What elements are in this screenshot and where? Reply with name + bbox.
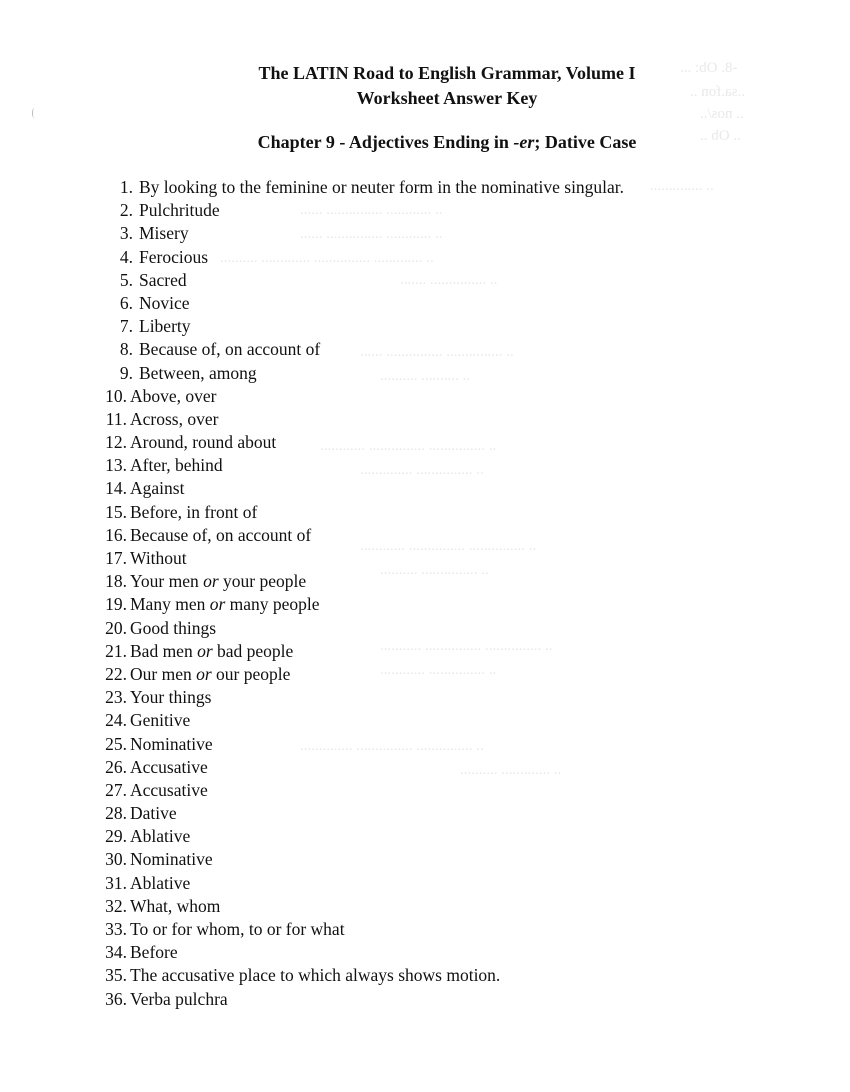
bleed-through-text: .. ............... ............... ............ [320,438,497,454]
answer-text: Because of, on account of [139,339,321,360]
answer-text: Genitive [130,710,191,731]
answer-item [95,315,624,338]
answer-item [95,895,624,918]
answer-number: 10. [105,385,127,406]
answer-number: 25. [105,733,127,754]
answer-number: 24. [105,710,127,731]
answer-text: Sacred [139,269,187,290]
answer-number: 22. [105,663,127,684]
answer-number: 32. [105,895,127,916]
answer-text: Before, in front of [130,501,258,522]
bleed-through-text: .. ............... ....... [400,272,498,288]
answer-number: 34. [105,942,127,963]
answer-text: Against [130,478,185,499]
answer-text: Ablative [130,872,191,893]
answer-item [95,222,624,245]
answer-text: Before [130,942,178,963]
answer-text: Good things [130,617,217,638]
answer-number: 2. [119,200,133,221]
answer-text: Verba pulchra [130,988,228,1009]
answer-text: What, whom [130,895,221,916]
page-speck [32,108,36,118]
answer-text-option-b: our people [216,663,291,684]
bleed-through-text: .. ............. ............... ............. .......... [220,250,434,266]
answer-text: Novice [139,292,190,313]
answer-number: 36. [105,988,127,1009]
answer-text-option-b: many people [229,594,320,615]
answer-number: 33. [105,919,127,939]
answer-or-connector: or [203,571,219,592]
answer-item [95,292,624,315]
answer-text-option-a: Our men [130,663,192,684]
chapter-heading-suffix: -er [513,132,535,152]
answer-number: 20. [105,617,127,638]
answer-number: 16. [105,524,127,545]
answer-number: 31. [105,872,127,893]
document-subtitle: Worksheet Answer Key [356,88,538,108]
answer-number: 6. [119,292,133,313]
answer-item [95,941,624,964]
answer-text: Because of, on account of [130,524,312,545]
answer-text: Liberty [139,316,191,337]
answer-text: Misery [139,223,189,244]
answer-number: 1. [119,177,133,197]
answer-item [95,640,624,663]
answer-item [95,570,624,593]
answer-item [95,477,624,500]
answer-number: 14. [105,478,127,499]
answer-number: 3. [119,223,133,244]
bleed-through-text: .. ............. .......... [460,762,562,778]
answer-item [95,779,624,802]
answer-item [95,408,624,431]
chapter-heading-tail: ; Dative Case [534,132,637,152]
bleed-through-text: .. ............... ............... .............. [300,738,484,754]
answer-item [95,454,624,477]
answer-text: Your things [130,687,212,708]
answer-number: 8. [119,339,133,360]
answer-number: 15. [105,501,127,522]
answer-text: Ferocious [139,246,209,267]
answer-item [95,686,624,709]
bleed-through-text: ..sa.fon .. [690,84,745,100]
bleed-through-text: .. ............... ............ [380,662,497,678]
answer-item [95,524,624,547]
answer-number: 30. [105,849,127,870]
answer-number: 29. [105,826,127,847]
answer-item [95,733,624,756]
chapter-heading-prefix: Chapter 9 - Adjectives Ending in [257,132,514,152]
answer-text-option-a: Bad men [130,640,193,661]
answer-text: After, behind [130,455,223,476]
answer-item [95,176,624,199]
answer-item [95,547,624,570]
answer-number: 17. [105,548,127,568]
bleed-through-text: .. Ob .. [700,128,741,144]
answer-item [95,964,624,987]
answer-text: Across, over [130,408,219,429]
answer-text: Accusative [130,756,208,777]
answer-text: By looking to the feminine or neuter form in the nominative singular. [139,177,625,197]
answer-number: 11. [105,408,127,429]
answer-item [95,988,624,1011]
answer-item [95,825,624,848]
answer-number: 19. [105,594,127,615]
answer-item [95,848,624,871]
answer-number: 7. [119,316,133,337]
answer-text-option-b: bad people [217,640,294,661]
answer-item [95,431,624,454]
answer-item [95,617,624,640]
answer-item [95,338,624,361]
answer-text-option-a: Your men [130,571,199,592]
answer-or-connector: or [197,640,213,661]
answer-number: 12. [105,432,127,453]
answer-text: Dative [130,803,177,824]
bleed-through-text: .. ............... ............... ...... [360,344,514,360]
answer-list [95,176,624,1011]
answer-text: To or for whom, to or for what [130,919,345,939]
answer-item [95,385,624,408]
answer-item [95,756,624,779]
answer-item [95,872,624,895]
bleed-through-text: .. ............ ............... ...... [300,226,443,242]
answer-number: 23. [105,687,127,708]
answer-text: Nominative [130,733,213,754]
answer-number: 27. [105,779,127,800]
answer-number: 26. [105,756,127,777]
answer-number: 28. [105,803,127,824]
answer-item [95,802,624,825]
bleed-through-text: .. ............... .............. [360,462,484,478]
bleed-through-text: .. ............... .......... [380,562,489,578]
bleed-through-text: .. ............... ............... ........... [380,638,553,654]
answer-text: Without [130,548,187,568]
answer-text-option-a: Many men [130,594,206,615]
answer-number: 9. [119,362,133,383]
bleed-through-text: .. .............. [650,178,714,194]
answer-item [95,663,624,686]
answer-text: Between, among [139,362,257,383]
bleed-through-text: .. nos/.. [700,106,744,122]
answer-number: 4. [119,246,133,267]
answer-number: 13. [105,455,127,476]
answer-item [95,246,624,269]
answer-text: Accusative [130,779,208,800]
bleed-through-text: .. ............ ............... ...... [300,202,443,218]
answer-number: 5. [119,269,133,290]
answer-item [95,918,624,941]
answer-text: Above, over [130,385,217,406]
answer-text: The accusative place to which always shows motion. [130,965,501,986]
chapter-heading [22,131,850,153]
answer-item [95,199,624,222]
answer-item [95,362,624,385]
answer-or-connector: or [196,663,212,684]
bleed-through-text: .. .......... .......... [380,368,470,384]
answer-number: 18. [105,571,127,592]
answer-item [95,593,624,616]
answer-text-option-b: your people [223,571,307,592]
answer-number: 35. [105,965,127,986]
answer-text: Ablative [130,826,191,847]
answer-or-connector: or [209,594,226,615]
document-title: The LATIN Road to English Grammar, Volume I [258,63,636,83]
answer-text: Around, round about [130,432,277,453]
answer-text: Nominative [130,849,213,870]
answer-item [95,269,624,292]
answer-item [95,709,624,732]
answer-number: 21. [105,640,127,661]
bleed-through-text: .. ............... ............... ............ [360,538,537,554]
bleed-through-text: -8. Ob: ... [680,60,738,76]
answer-item [95,501,624,524]
answer-text: Pulchritude [139,200,220,221]
